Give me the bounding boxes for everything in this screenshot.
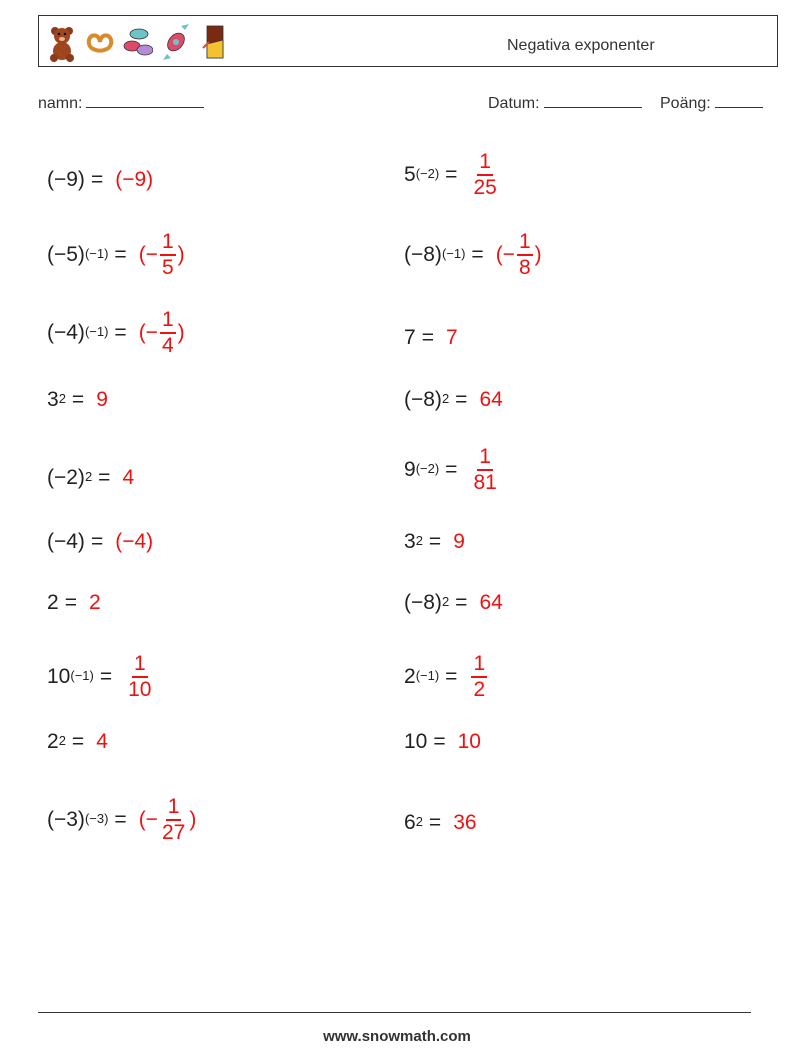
problem-base: (−8): [404, 243, 442, 266]
fraction-numerator: 1: [166, 795, 182, 821]
equals-sign: =: [114, 321, 127, 344]
problem-right-5: [404, 445, 501, 495]
fraction-denominator: 2: [473, 678, 486, 701]
answer-suffix: ): [177, 321, 185, 344]
answer-prefix: (−: [138, 808, 158, 831]
pretzel-icon: [85, 22, 115, 62]
answer-value: 4: [122, 466, 135, 489]
fraction-numerator: 1: [477, 445, 493, 471]
answer-fraction: [471, 445, 498, 495]
teddy-bear-icon: [47, 22, 77, 62]
fraction-numerator: 1: [160, 230, 176, 256]
answer-value: (−4): [115, 530, 154, 553]
answer-value: 4: [96, 730, 108, 753]
problem-base: 7: [404, 326, 416, 349]
equals-sign: =: [98, 466, 111, 489]
answer-suffix: ): [534, 243, 542, 266]
problem-right-10: [404, 798, 477, 848]
footer-url: www.snowmath.com: [323, 1028, 471, 1045]
answer-fraction: [160, 308, 176, 358]
problem-exponent: (−2): [415, 460, 440, 476]
problem-exponent: (−2): [415, 165, 440, 181]
equals-sign: =: [64, 591, 77, 614]
problem-base: 6: [404, 811, 416, 834]
answer: [479, 591, 502, 615]
answer: [458, 730, 481, 754]
answer-value: (−9): [115, 168, 154, 191]
problem-exponent: (−1): [84, 245, 109, 261]
problem-exponent: (−1): [70, 667, 94, 683]
fraction-numerator: 1: [517, 230, 533, 256]
answer: [479, 388, 502, 412]
fraction-denominator: 27: [161, 821, 186, 844]
answer-fraction: [160, 230, 176, 280]
answer: [122, 466, 134, 490]
fraction-denominator: 5: [161, 256, 174, 279]
equals-sign: =: [471, 243, 484, 266]
problem-left-3: [47, 308, 185, 358]
fraction-denominator: 8: [518, 256, 531, 279]
problem-left-2: [47, 230, 185, 280]
equals-sign: =: [455, 591, 468, 614]
problem-right-4: [404, 375, 503, 425]
sheet-title: Negativa exponenter: [507, 37, 655, 54]
equals-sign: =: [428, 811, 442, 834]
answer-prefix: (−: [495, 243, 515, 266]
problem-base: (−4): [47, 530, 85, 553]
chocolate-bar-icon: [199, 22, 229, 62]
score-field: [660, 93, 763, 113]
equals-sign: =: [90, 530, 104, 553]
fraction-numerator: 1: [132, 652, 148, 678]
answer-fraction: [471, 150, 498, 200]
score-label: Poäng:: [660, 95, 711, 112]
answer: [96, 730, 108, 754]
problem-base: (−9): [47, 168, 85, 191]
equals-sign: =: [71, 388, 85, 411]
problem-right-9: [404, 717, 481, 767]
answer-value: 10: [457, 730, 481, 753]
problem-right-3: [404, 313, 458, 363]
answer: [496, 230, 542, 280]
equals-sign: =: [433, 730, 446, 753]
problem-base: 9: [404, 458, 416, 481]
name-blank[interactable]: [86, 93, 204, 108]
problem-base: 10: [47, 665, 71, 688]
answer-value: 2: [88, 591, 101, 614]
problem-base: (−2): [47, 466, 85, 489]
fraction-numerator: 1: [160, 308, 176, 334]
equals-sign: =: [455, 388, 468, 411]
problem-base: 5: [404, 163, 416, 186]
answer-prefix: (−: [138, 321, 158, 344]
date-blank[interactable]: [544, 93, 642, 108]
equals-sign: =: [428, 530, 442, 553]
problem-exponent: 2: [415, 813, 423, 829]
problem-left-10: [47, 795, 196, 845]
answer-value: 9: [453, 530, 465, 553]
problem-base: (−5): [47, 243, 85, 266]
problem-right-2: [404, 230, 542, 280]
answer-fraction: [517, 230, 533, 280]
fraction-denominator: 4: [161, 334, 174, 357]
answer: [96, 388, 108, 412]
answer-value: 64: [479, 591, 503, 614]
problem-exponent: (−1): [415, 667, 440, 683]
name-field: [38, 93, 204, 113]
problem-left-9: [47, 717, 108, 767]
problem-base: 2: [47, 591, 59, 614]
problem-right-7: [404, 578, 503, 628]
problem-right-1: [404, 150, 501, 200]
macarons-icon: [123, 22, 153, 62]
equals-sign: =: [114, 808, 127, 831]
answer: [453, 811, 476, 835]
problem-exponent: (−1): [441, 245, 466, 261]
answer-fraction: [471, 652, 487, 702]
equals-sign: =: [99, 665, 113, 688]
fraction-numerator: 1: [477, 150, 493, 176]
date-field: [488, 93, 642, 113]
problem-right-6: [404, 517, 465, 567]
answer: [453, 530, 465, 554]
equals-sign: =: [421, 326, 434, 349]
problem-exponent: 2: [441, 593, 450, 609]
problem-base: (−8): [404, 388, 442, 411]
equals-sign: =: [90, 168, 104, 191]
answer-suffix: ): [177, 243, 185, 266]
candy-icon: [161, 22, 191, 62]
equals-sign: =: [71, 730, 85, 753]
problem-base: (−3): [47, 808, 85, 831]
score-blank[interactable]: [715, 93, 763, 108]
answer: [469, 652, 489, 702]
answer-value: 9: [96, 388, 108, 411]
answer-value: 64: [479, 388, 503, 411]
problem-exponent: 2: [415, 532, 423, 548]
answer-value: 36: [453, 811, 477, 834]
problem-exponent: 2: [84, 468, 93, 484]
fraction-numerator: 1: [471, 652, 487, 678]
answer: [89, 591, 101, 615]
problem-exponent: 2: [58, 390, 66, 406]
equals-sign: =: [445, 163, 458, 186]
problem-left-1: [47, 155, 153, 205]
problem-base: (−8): [404, 591, 442, 614]
problem-exponent: (−1): [84, 323, 109, 339]
problem-base: 2: [47, 730, 59, 753]
answer-fraction: [160, 795, 187, 845]
icon-strip: [47, 22, 229, 62]
problem-base: 10: [404, 730, 428, 753]
answer-prefix: (−: [138, 243, 158, 266]
problem-left-7: [47, 578, 101, 628]
fraction-denominator: 25: [473, 176, 497, 199]
problem-exponent: 2: [441, 390, 450, 406]
problem-left-8: [47, 652, 155, 702]
problem-right-8: [404, 652, 489, 702]
footer-rule: [38, 1012, 751, 1013]
header-box: [38, 15, 778, 67]
equals-sign: =: [445, 665, 458, 688]
problem-exponent: 2: [58, 732, 66, 748]
answer: [115, 168, 153, 192]
equals-sign: =: [114, 243, 127, 266]
answer: [139, 230, 185, 280]
answer: [469, 150, 500, 200]
answer: [115, 530, 153, 554]
answer: [446, 326, 458, 350]
problem-base: 3: [47, 388, 59, 411]
date-label: Datum:: [488, 95, 540, 112]
problem-left-4: [47, 375, 108, 425]
problem-base: 3: [404, 530, 416, 553]
problem-left-5: [47, 453, 134, 503]
answer: [469, 445, 500, 495]
answer-suffix: ): [189, 808, 197, 831]
problem-base: (−4): [47, 321, 85, 344]
problem-left-6: [47, 517, 153, 567]
problem-exponent: (−3): [84, 810, 109, 826]
answer: [139, 308, 185, 358]
answer-fraction: [126, 652, 153, 702]
fraction-denominator: 10: [128, 678, 152, 701]
name-label: namn:: [38, 95, 83, 112]
problem-base: 2: [404, 665, 416, 688]
answer: [139, 795, 197, 845]
answer-value: 7: [445, 326, 458, 349]
fraction-denominator: 81: [473, 471, 497, 494]
answer: [124, 652, 155, 702]
equals-sign: =: [445, 458, 458, 481]
